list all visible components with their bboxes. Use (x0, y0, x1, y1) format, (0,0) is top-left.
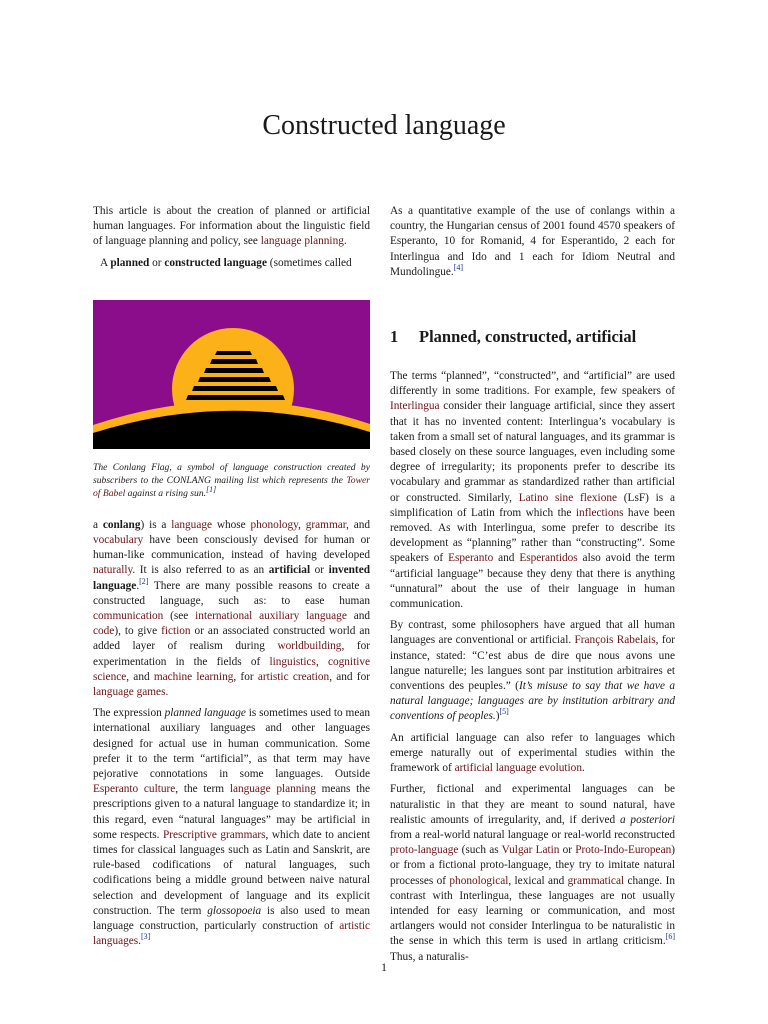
text: There are many possible reasons to create a constructed language, such as: to ease human (93, 579, 370, 607)
text: The terms “planned”, “constructed”, and “artificial” are used differently in some traditions. For example, few speakers of (390, 370, 675, 398)
text: . (343, 235, 347, 248)
text: Thus, a naturalis- (390, 950, 469, 963)
lead-paragraph (93, 518, 370, 700)
link-worldbuilding[interactable]: worldbuilding (277, 640, 342, 653)
conlang-flag-figure (93, 300, 370, 500)
text: , lexical and (508, 874, 568, 887)
text: . (165, 686, 169, 699)
link-language[interactable]: language (171, 518, 213, 531)
text: . (581, 762, 585, 775)
paragraph-planned-language (93, 706, 370, 949)
text: , for experimentation in the fields of (93, 640, 370, 668)
paragraph-rabelais (390, 618, 675, 724)
hatnote (93, 204, 370, 250)
conlang-flag-image (93, 300, 370, 449)
left-column (93, 204, 370, 956)
text: ) or from a fictional proto-language, they try to imitate natural processes of (390, 844, 675, 887)
link-tower-of-babel[interactable]: Tower of Babel (93, 474, 370, 499)
text: , (315, 655, 328, 668)
link-language-planning[interactable]: language planning (260, 235, 344, 248)
link-code[interactable]: code (93, 625, 115, 638)
text: A (100, 256, 111, 269)
text: means the prescriptions given to a natural language to standardize it; in this regard, even “natural languages” may be artificial in some respects. (93, 783, 370, 841)
bold-term: conlang (102, 518, 141, 531)
text: also avoid the term “artificial language” because they deny that there is anything “unnatural” about the use of their language in human communication. (390, 552, 675, 611)
paragraph-census (390, 204, 675, 280)
text: have been removed. As with Interlingua, some prefer to describe its development as “planning” rather than “constructing”. Some speakers of (390, 506, 675, 565)
bold-term: invented language (93, 564, 370, 592)
reference-3[interactable]: [3] (141, 932, 151, 942)
text: Further, fictional and experimental languages can be naturalistic in that they are meant to sound natural, have realistic amounts of irregularity, and, if derived (390, 783, 675, 826)
lead-start (93, 256, 370, 271)
reference-6[interactable]: [6] (665, 932, 675, 942)
reference-1[interactable]: [1] (206, 484, 217, 494)
right-column (390, 204, 675, 971)
link-vulgar-latin[interactable]: Vulgar Latin (501, 844, 560, 857)
text: By contrast, some philosophers have argued that all human languages are conventional or artificial. (390, 619, 675, 647)
link-latino-sine-flexione[interactable]: Latino sine flexione (518, 491, 618, 504)
reference-2[interactable]: [2] (139, 576, 149, 586)
text: or an associated constructed world an added layer of realism during (93, 625, 371, 653)
link-interlingua[interactable]: Interlingua (390, 400, 440, 413)
italic-quote: It’s misuse to say that we have a natural language; languages are by institution arbitrary and conventions of peoples. (390, 680, 676, 723)
link-vocabulary[interactable]: vocabulary (93, 534, 144, 547)
text: This article is about the creation of planned or artificial human languages. For information about the linguistic field of language planning and policy, see (93, 205, 370, 248)
text: . It is also referred to as an (132, 564, 269, 577)
link-grammatical[interactable]: grammatical (567, 874, 625, 887)
link-communication[interactable]: communication (93, 610, 164, 623)
link-esperanto-culture[interactable]: Esperanto culture (93, 783, 176, 796)
bold-term: constructed language (164, 256, 267, 269)
bold-term: artificial (268, 564, 311, 577)
reference-4[interactable]: [4] (453, 263, 464, 273)
link-esperanto[interactable]: Esperanto (448, 552, 494, 565)
link-proto-language[interactable]: proto-language (390, 844, 459, 857)
text: or (310, 564, 329, 577)
text: and (346, 610, 371, 623)
link-language-games[interactable]: language games (93, 686, 166, 699)
section-heading (390, 327, 675, 347)
reference-5[interactable]: [5] (499, 707, 509, 717)
text: against a rising sun. (125, 487, 207, 499)
text: consider their language artificial, since they assert that it has no invented content: Interlingua’s vocabulary is taken from a small set of natural languages, and its grammar is based closely on these source languages, even including some degree of irregularity; its proponents prefer to describe its vocabulary and grammar as standardized rather than artificial or constructed. Similarly, (390, 400, 675, 504)
italic-term: a posteriori (619, 813, 675, 826)
text: have been consciously devised for human or human-like communication, instead of having developed (93, 534, 370, 562)
link-international-auxiliary-language[interactable]: international auxiliary language (195, 610, 347, 623)
text: (LsF) is a simplification of Latin from which the (390, 491, 675, 519)
link-phonology[interactable]: phonology (250, 518, 299, 531)
bold-term: planned (110, 256, 150, 269)
link-linguistics[interactable]: linguistics (269, 655, 316, 668)
italic-term: planned language (164, 707, 246, 720)
link-fiction[interactable]: fiction (161, 625, 191, 638)
link-naturally[interactable]: naturally (93, 564, 133, 577)
text: change. In contrast with Interlingua, these languages are not usually intended for easy learning or communication, and most artlangers would not consider Interlingua to be naturalistic in the sense in which this term is used in artlang criticism. (390, 874, 676, 948)
text: from a real-world natural language or real-world reconstructed (390, 828, 675, 841)
text: , and (126, 670, 154, 683)
paragraph-terms (390, 369, 675, 612)
text: , for instance, stated: “C’est abus de dire que nous avons une langue naturelle; les langues sont par institution arbitraires et conventions des peuples.” ( (390, 634, 675, 693)
link-cognitive-science[interactable]: cognitive science (93, 655, 371, 683)
link-machine-learning[interactable]: machine learning (153, 670, 234, 683)
text: ), to give (114, 625, 162, 638)
text: . (136, 579, 140, 592)
page-title: Constructed language (262, 110, 506, 141)
text: a (93, 518, 103, 531)
link-artistic-languages[interactable]: artistic languages (93, 920, 370, 948)
section-number: 1 (390, 327, 399, 347)
text: The Conlang Flag, a symbol of language construction created by subscribers to the CONLANG mailing list which represents the (93, 461, 370, 486)
text: The expression (93, 707, 165, 720)
text: and (493, 552, 520, 565)
text: ) is a (140, 518, 172, 531)
text: or (149, 256, 165, 269)
section-title: Planned, constructed, artificial (419, 327, 637, 347)
italic-term: glossopoeia (207, 904, 262, 917)
text: An artificial language can also refer to languages which emerge naturally out of experimental studies within the framework of (390, 731, 675, 775)
link-proto-indo-european[interactable]: Proto-Indo-European (575, 844, 672, 857)
text: . (138, 935, 141, 948)
figure-caption (93, 461, 370, 500)
text: (sometimes called (266, 256, 352, 269)
text: , (298, 518, 306, 531)
text: is also used to mean language construction, particularly construction of (93, 904, 370, 933)
link-phonological[interactable]: phonological (449, 874, 509, 887)
paragraph-artificial-evolution (390, 731, 675, 777)
link-francois-rabelais[interactable]: François Rabelais (574, 634, 656, 647)
text: ) (495, 710, 500, 723)
text: is sometimes used to mean international auxiliary languages and other languages designed for actual use in human communication. Some prefer it to the term “artificial”, as that term may have pejorative connotations in some languages. Outside (93, 707, 370, 781)
link-language-planning-2[interactable]: language planning (229, 783, 316, 796)
text: (such as (458, 844, 502, 857)
link-esperantidos[interactable]: Esperantidos (519, 552, 578, 565)
text: , and (346, 518, 371, 531)
link-prescriptive-grammars[interactable]: Prescriptive grammars (162, 828, 266, 841)
text: (see (163, 610, 196, 623)
text: , the term (175, 783, 230, 796)
page-number: 1 (381, 960, 387, 974)
link-artificial-language-evolution[interactable]: artificial language evolution (454, 762, 582, 775)
text: As a quantitative example of the use of conlangs within a country, the Hungarian census of 2001 found 4570 speakers of Esperanto, 10 for Romanid, 4 for Esperantido, 2 each for Interlingua and Ido and 1 each for Idiom Neutral and Mundolingue. (390, 205, 675, 278)
text: or (559, 844, 576, 857)
link-grammar[interactable]: grammar (305, 518, 347, 531)
paragraph-naturalistic (390, 782, 675, 964)
text: whose (212, 518, 251, 531)
text: , for (233, 670, 258, 683)
text: , and for (329, 670, 370, 683)
text: , which date to ancient times for classical languages such as Latin and Sanskrit, are rule-based codifications of natural languages, such codifications being a middle ground between naive natural selection and development of language and its explicit construction. The term (93, 828, 370, 917)
link-inflections[interactable]: inflections (575, 506, 624, 519)
link-artistic-creation[interactable]: artistic creation (257, 670, 330, 683)
